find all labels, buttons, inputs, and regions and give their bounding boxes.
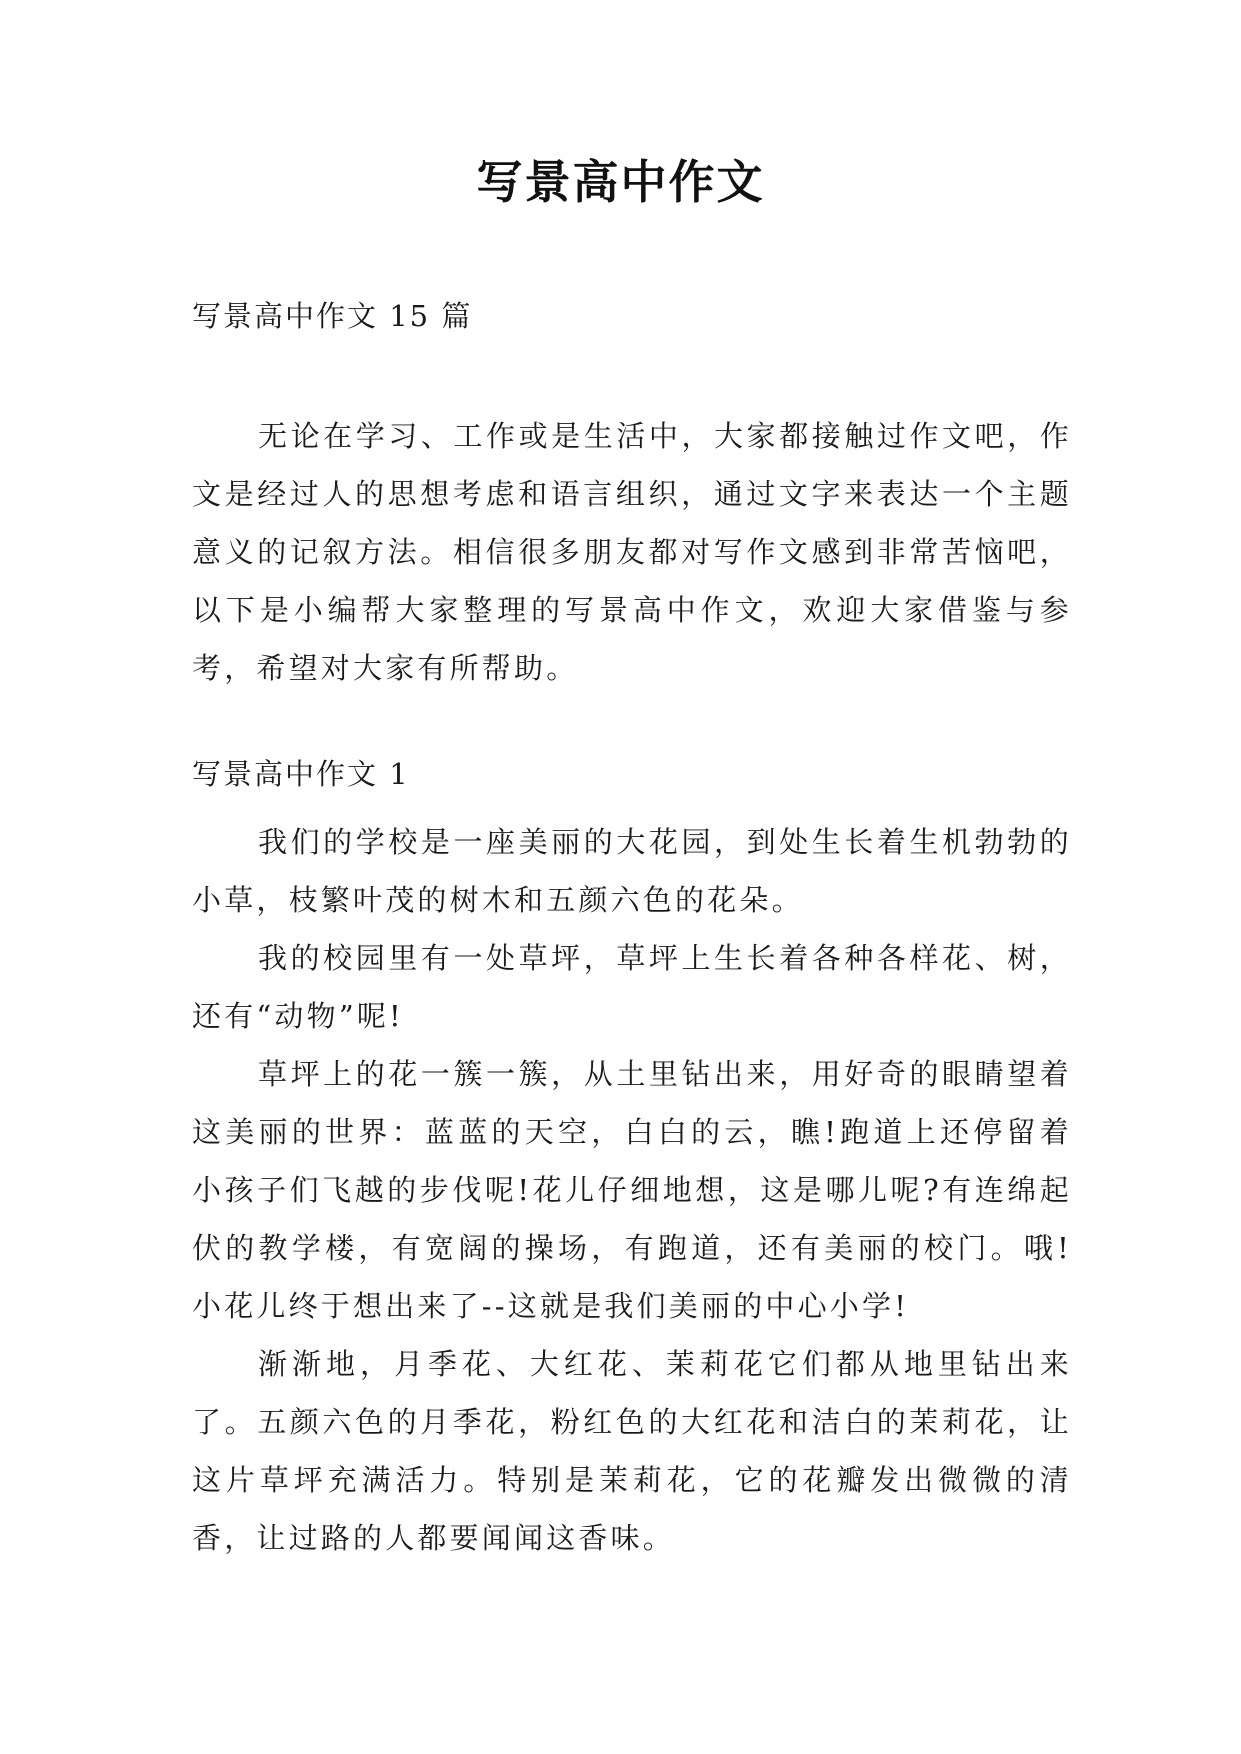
essay-paragraph-4: 渐渐地，月季花、大红花、茉莉花它们都从地里钻出来了。五颜六色的月季花，粉红色的大红花和洁白的茉莉花，让这片草坪充满活力。特别是茉莉花，它的花瓣发出微微的清香，让过路的人都要闻闻这香味。 bbox=[192, 1347, 1072, 1555]
intro-paragraph: 无论在学习、工作或是生活中，大家都接触过作文吧，作文是经过人的思想考虑和语言组织，通过文字来表达一个主题意义的记叙方法。相信很多朋友都对写作文感到非常苦恼吧，以下是小编帮大家整理的写景高中作文，欢迎大家借鉴与参考，希望对大家有所帮助。 bbox=[192, 419, 1072, 685]
section-heading: 写景高中作文 1 bbox=[192, 757, 410, 791]
essay-body bbox=[192, 813, 1072, 1567]
essay-paragraph-1: 我们的学校是一座美丽的大花园，到处生长着生机勃勃的小草，枝繁叶茂的树木和五颜六色的花朵。 bbox=[192, 825, 1072, 917]
essay-paragraph-3: 草坪上的花一簇一簇，从土里钻出来，用好奇的眼睛望着这美丽的世界：蓝蓝的天空，白白的云，瞧!跑道上还停留着小孩子们飞越的步伐呢!花儿仔细地想，这是哪儿呢?有连绵起伏的教学楼，有宽阔的操场，有跑道，还有美丽的校门。哦!小花儿终于想出来了--这就是我们美丽的中心小学! bbox=[192, 1057, 1072, 1323]
essay-paragraph-2: 我的校园里有一处草坪，草坪上生长着各种各样花、树，还有“动物”呢! bbox=[192, 941, 1072, 1033]
document-subtitle: 写景高中作文 15 篇 bbox=[192, 299, 473, 333]
document-title: 写景高中作文 bbox=[476, 155, 765, 209]
